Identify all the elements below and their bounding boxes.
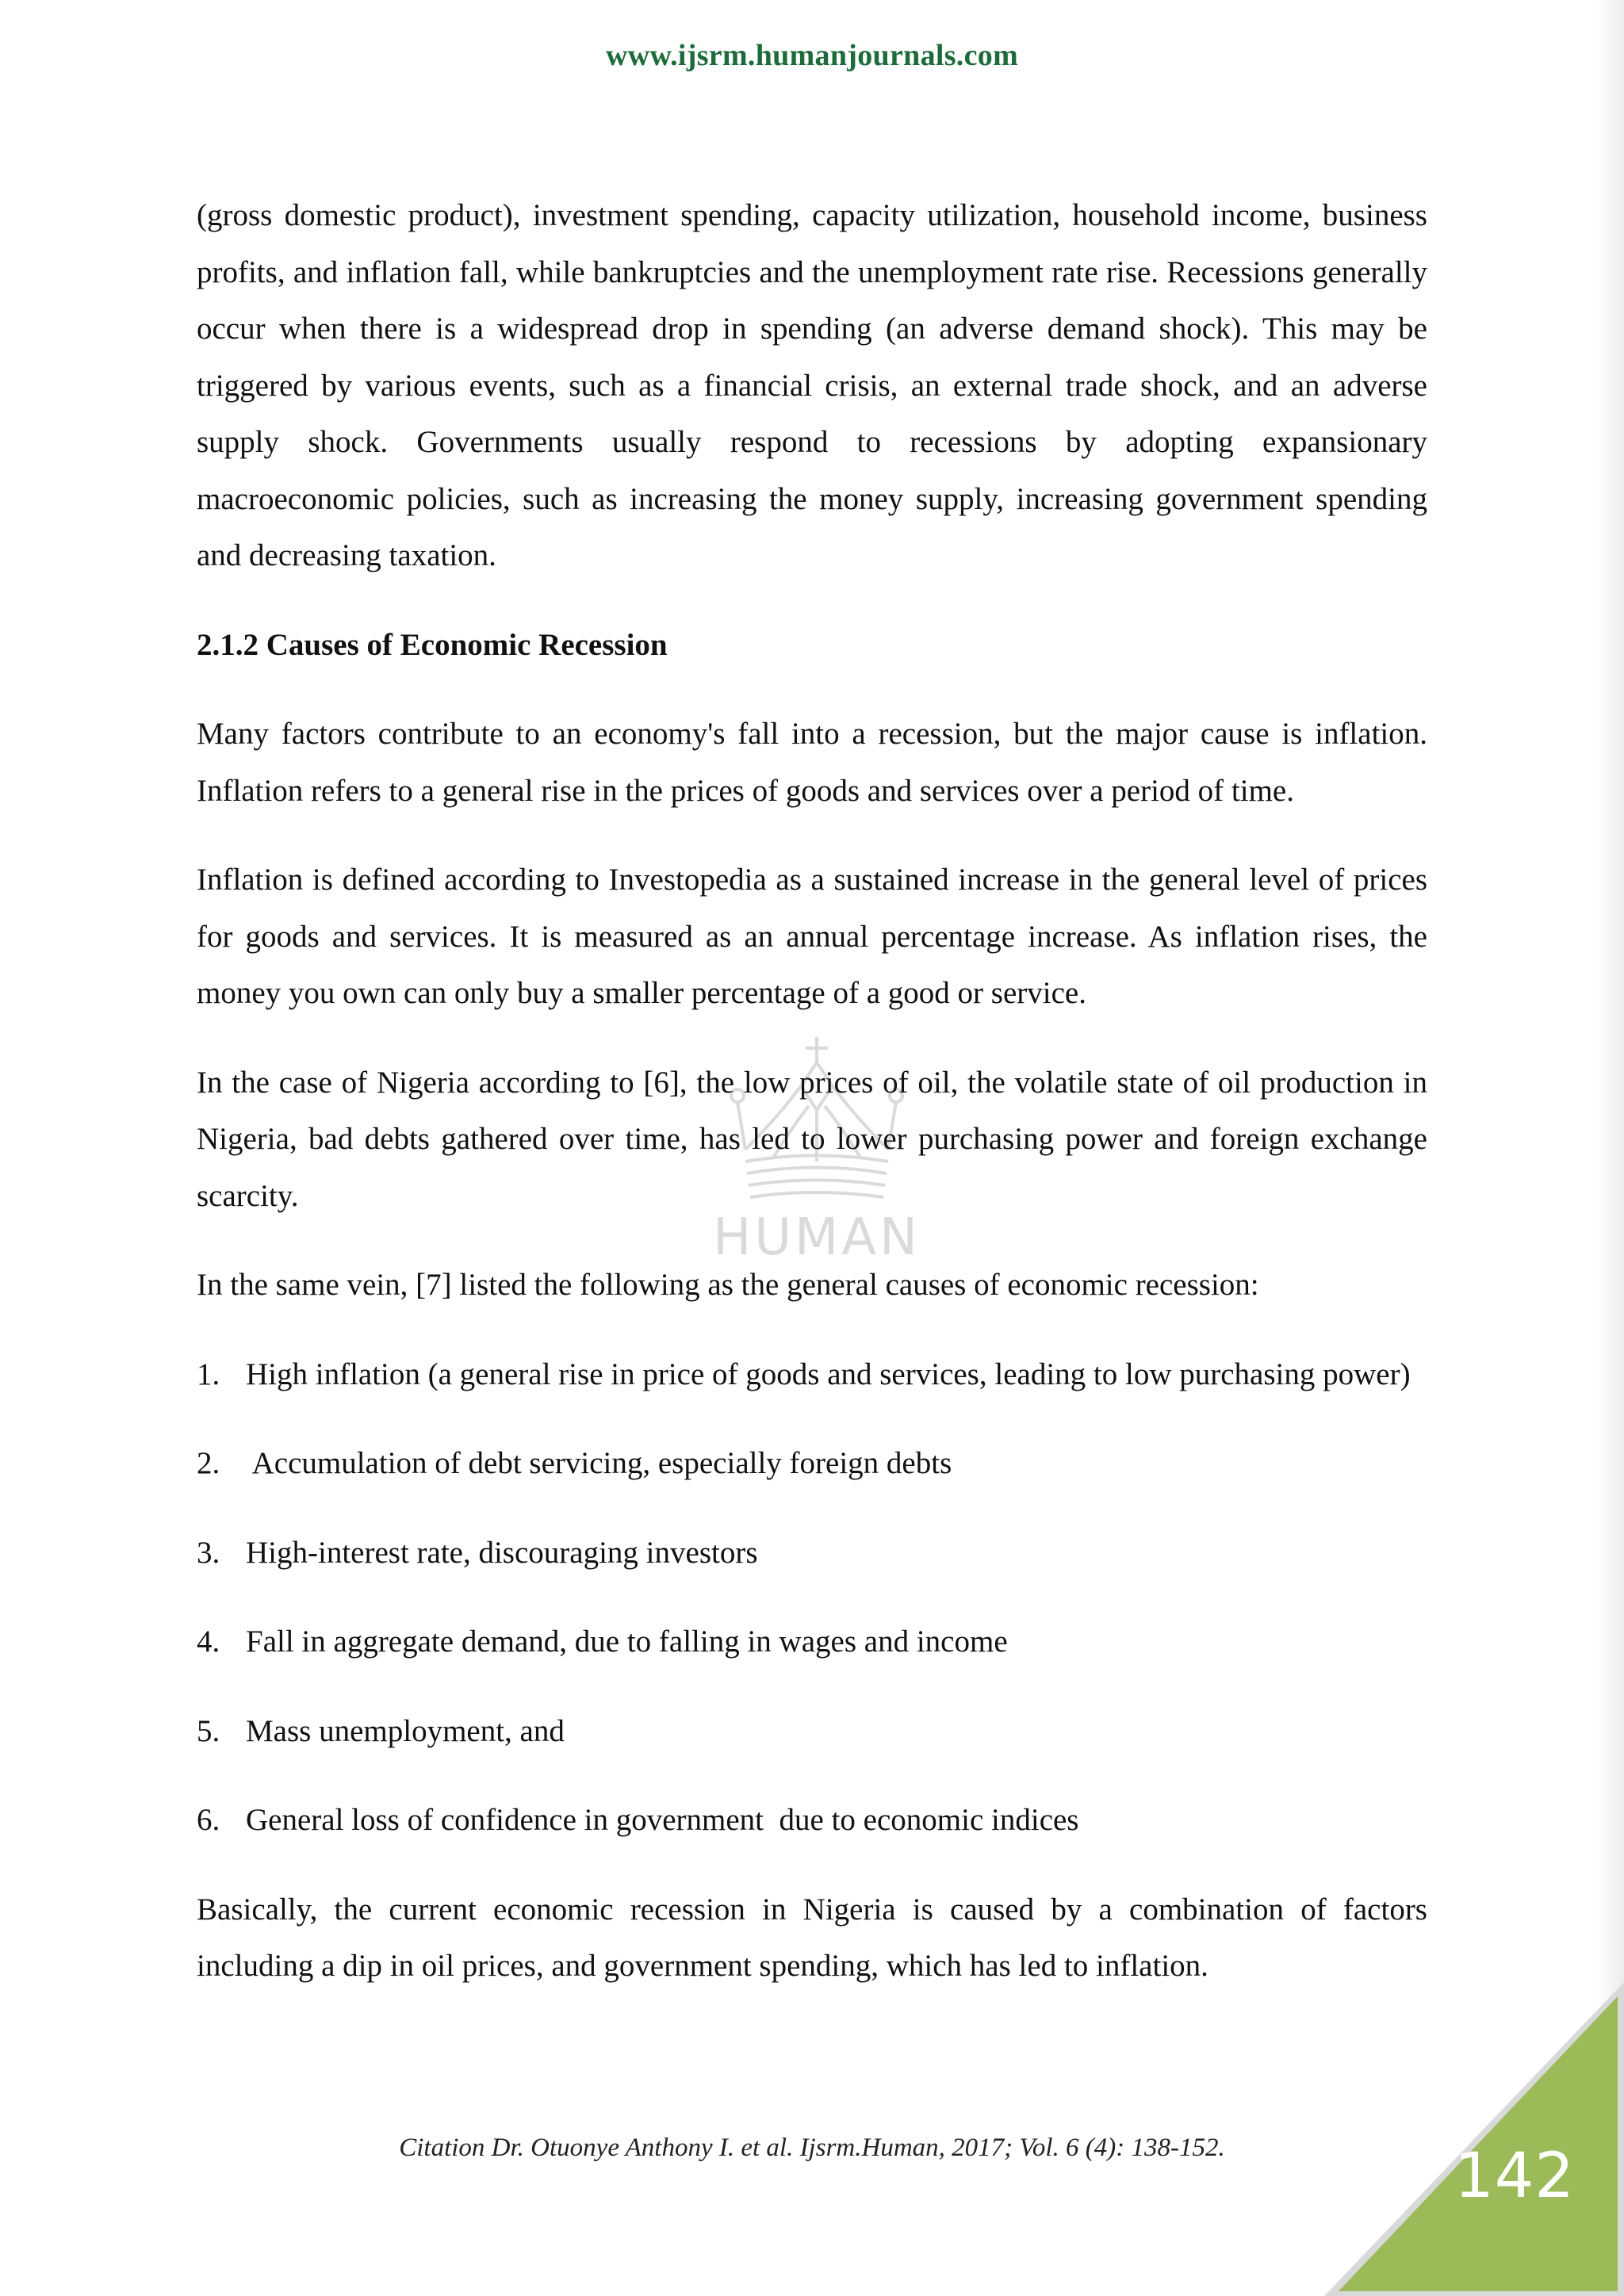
list-number: 6. [197, 1803, 220, 1837]
list-item-text: Mass unemployment, and [246, 1713, 565, 1748]
section-heading: 2.1.2 Causes of Economic Recession [197, 627, 668, 662]
list-item [197, 1346, 1427, 1403]
journal-url-header[interactable]: www.ijsrm.humanjournals.com [605, 39, 1019, 72]
paragraph-list-intro: In the same vein, [7] listed the following as the general causes of economic recession: [197, 1268, 1259, 1302]
paragraph-causes-inflation: Many factors contribute to an economy's fall into a recession, but the major cause is inflation. Inflation refers to a general rise in the prices of goods and services over a period of time. [197, 717, 1427, 808]
list-number: 3. [197, 1535, 220, 1570]
page-number: 142 [1454, 2141, 1575, 2212]
list-item [197, 1703, 1427, 1760]
paragraph-inflation-definition: Inflation is defined according to Investopedia as a sustained increase in the general level of prices for goods and services. It is measured as an annual percentage increase. As inflation rises, the money you own can only buy a smaller percentage of a good or service. [197, 863, 1427, 1010]
list-number: 2. [197, 1446, 220, 1480]
list-item [197, 1435, 1427, 1492]
list-number: 5. [197, 1713, 220, 1748]
page-corner-triangle [1324, 1982, 1624, 2296]
page-edge-shade [1597, 0, 1624, 2296]
list-item [197, 1525, 1427, 1582]
list-number: 4. [197, 1624, 220, 1659]
paragraph-intro: (gross domestic product), investment spending, capacity utilization, household income, business profits, and inflation fall, while bankruptcies and the unemployment rate rise. Recessions generally occur when there is a widespread drop in spending (an adverse demand shock). This may be triggered by various events, such as a financial crisis, an external trade shock, and an adverse supply shock. Governments usually respond to recessions by adopting expansionary macroeconomic policies, such as increasing the money supply, increasing government spending and decreasing taxation. [197, 198, 1427, 572]
article-body [197, 187, 1427, 2027]
paragraph-nigeria-case: In the case of Nigeria according to [6], the low prices of oil, the volatile state of oil production in Nigeria, bad debts gathered over time, has led to lower purchasing power and foreign exchange scarcity. [197, 1065, 1427, 1213]
list-item [197, 1613, 1427, 1670]
list-item-text: High-interest rate, discouraging investors [246, 1535, 758, 1570]
paragraph-conclusion: Basically, the current economic recession in Nigeria is caused by a combination of factors including a dip in oil prices, and government spending, which has led to inflation. [197, 1892, 1427, 1983]
causes-list [197, 1346, 1427, 1849]
list-item [197, 1792, 1427, 1849]
list-item-text: High inflation (a general rise in price of goods and services, leading to low purchasing power) [246, 1357, 1411, 1391]
citation-footer: Citation Dr. Otuonye Anthony I. et al. Ijsrm.Human, 2017; Vol. 6 (4): 138-152. [399, 2133, 1225, 2162]
watermark-text: HUMAN [713, 1208, 921, 1267]
list-item-text: Accumulation of debt servicing, especially foreign debts [246, 1446, 952, 1480]
list-number: 1. [197, 1357, 220, 1391]
list-item-text: General loss of confidence in government due to economic indices [246, 1803, 1079, 1837]
list-item-text: Fall in aggregate demand, due to falling in wages and income [246, 1624, 1008, 1659]
